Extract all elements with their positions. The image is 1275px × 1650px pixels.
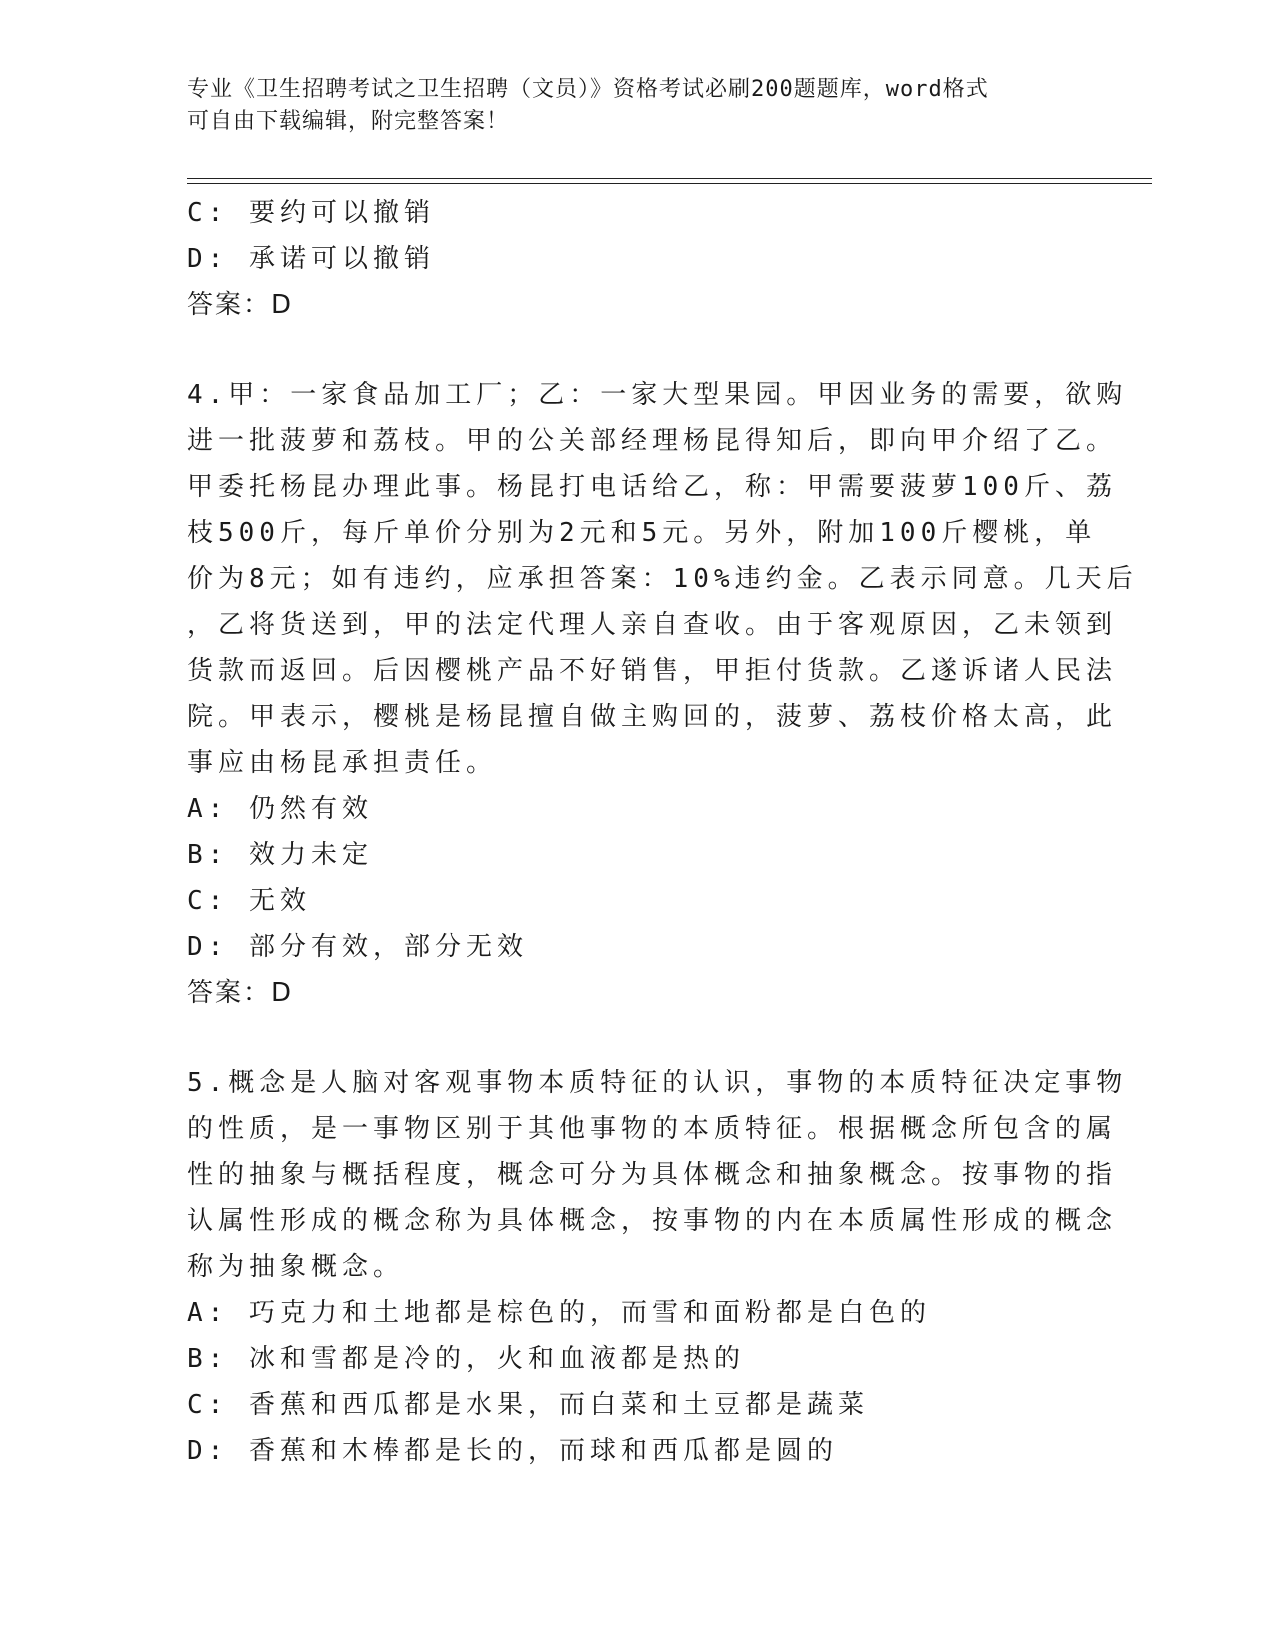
header-line-1: 专业《卫生招聘考试之卫生招聘（文员）》资格考试必刷200题题库，word格式: [187, 77, 989, 102]
answer-line: 答案：D: [187, 978, 294, 1008]
header-divider-top: [187, 178, 1152, 179]
spacer: [187, 1016, 1077, 1060]
question-text-line: 甲委托杨昆办理此事。杨昆打电话给乙，称：甲需要菠萝100斤、荔: [187, 472, 1117, 502]
option-c: C: 要约可以撤销: [187, 198, 435, 228]
option-d: D: 承诺可以撤销: [187, 244, 435, 274]
question-text-line: 院。甲表示，樱桃是杨昆擅自做主购回的，菠萝、荔枝价格太高，此: [187, 702, 1118, 732]
question-3-tail: [187, 190, 1077, 328]
question-text-line: 称为抽象概念。: [187, 1252, 405, 1282]
question-text-line: 4.甲：一家食品加工厂；乙：一家大型果园。甲因业务的需要，欲购: [187, 380, 1128, 410]
option-d: D: 部分有效，部分无效: [187, 932, 528, 962]
question-text-line: 的性质，是一事物区别于其他事物的本质特征。根据概念所包含的属: [187, 1114, 1118, 1144]
question-text-line: 货款而返回。后因樱桃产品不好销售，甲拒付货款。乙遂诉诸人民法: [187, 656, 1118, 686]
header-line-2: 可自由下载编辑，附完整答案！: [187, 109, 510, 134]
option-a: A: 巧克力和土地都是棕色的，而雪和面粉都是白色的: [187, 1298, 931, 1328]
question-text-line: 性的抽象与概括程度，概念可分为具体概念和抽象概念。按事物的指: [187, 1160, 1118, 1190]
question-text-line: 事应由杨昆承担责任。: [187, 748, 498, 778]
question-text-line: ，乙将货送到，甲的法定代理人亲自查收。由于客观原因，乙未领到: [187, 610, 1118, 640]
option-b: B: 冰和雪都是冷的，火和血液都是热的: [187, 1344, 745, 1374]
option-c: C: 香蕉和西瓜都是水果，而白菜和土豆都是蔬菜: [187, 1390, 869, 1420]
question-4: [187, 372, 1138, 1016]
spacer: [187, 328, 1077, 372]
question-5: [187, 1060, 1128, 1474]
option-c: C: 无效: [187, 886, 311, 916]
answer-line: 答案：D: [187, 290, 294, 320]
header-divider-bottom: [187, 183, 1152, 184]
question-text-line: 枝500斤，每斤单价分别为2元和5元。另外，附加100斤樱桃，单: [187, 518, 1097, 548]
document-body: [187, 190, 1138, 1474]
option-d: D: 香蕉和木棒都是长的，而球和西瓜都是圆的: [187, 1436, 838, 1466]
option-a: A: 仍然有效: [187, 794, 373, 824]
question-text-line: 进一批菠萝和荔枝。甲的公关部经理杨昆得知后，即向甲介绍了乙。: [187, 426, 1118, 456]
question-text-line: 价为8元；如有违约，应承担答案：10%违约金。乙表示同意。几天后: [187, 564, 1138, 594]
document-header: [187, 74, 1067, 138]
option-b: B: 效力未定: [187, 840, 373, 870]
question-text-line: 认属性形成的概念称为具体概念，按事物的内在本质属性形成的概念: [187, 1206, 1118, 1236]
question-text-line: 5.概念是人脑对客观事物本质特征的认识，事物的本质特征决定事物: [187, 1068, 1128, 1098]
